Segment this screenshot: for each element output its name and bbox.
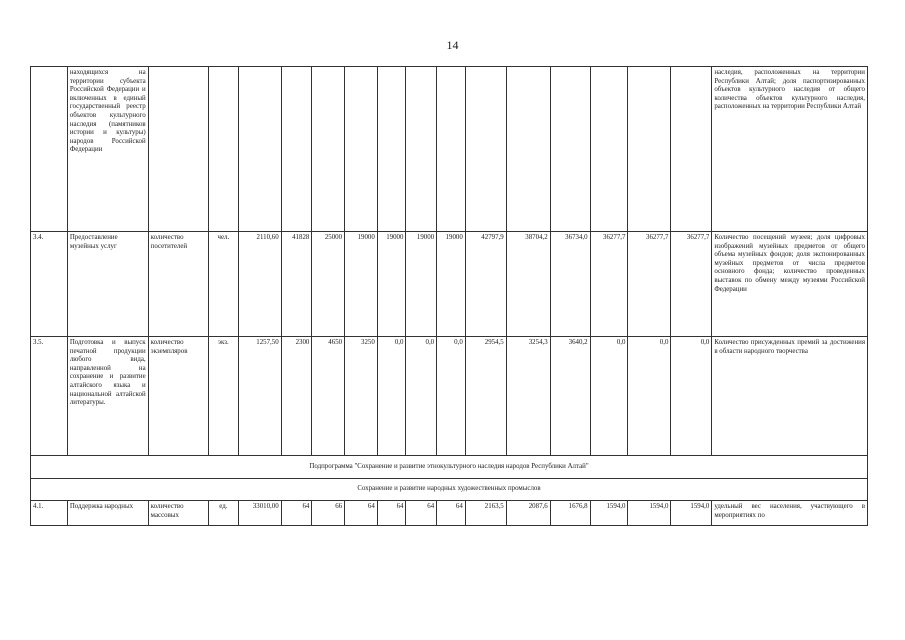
value-cell: 33010,00 (238, 501, 281, 526)
value-cell: 19000 (377, 232, 406, 337)
event-name: Предоставление музейных услуг (67, 232, 148, 337)
subprogram-row (31, 456, 868, 479)
value-cell (506, 67, 550, 232)
table-row (31, 232, 868, 337)
value-cell: 0,0 (671, 337, 712, 456)
value-cell: 36277,7 (671, 232, 712, 337)
value-cell (437, 67, 466, 232)
value-cell: 1257,50 (238, 337, 281, 456)
indicator (148, 67, 208, 232)
event-name: находящихся на территории субъекта Российской Федерации и включенных в единый государственный реестр объектов культурного наследия (памятников истории и культуры) народов Российской Федерации (67, 67, 148, 232)
value-cell (238, 67, 281, 232)
value-cell: 3254,3 (506, 337, 550, 456)
value-cell: 19000 (406, 232, 437, 337)
value-cell: 41828 (281, 232, 312, 337)
value-cell (590, 67, 628, 232)
value-cell: 4650 (312, 337, 345, 456)
value-cell: 0,0 (437, 337, 466, 456)
row-number: 3.5. (31, 337, 68, 456)
value-cell: 42797,9 (465, 232, 506, 337)
value-cell: 0,0 (406, 337, 437, 456)
value-cell (281, 67, 312, 232)
indicator: количество посетителей (148, 232, 208, 337)
value-cell: 1594,0 (628, 501, 671, 526)
value-cell: 19000 (345, 232, 378, 337)
value-cell: 36734,0 (550, 232, 590, 337)
row-number (31, 67, 68, 232)
value-cell: 19000 (437, 232, 466, 337)
unit: ед. (209, 501, 239, 526)
value-cell: 64 (406, 501, 437, 526)
result-indicator: Количество присужденных премий за достижения в области народного творчества (712, 337, 868, 456)
value-cell: 2163,5 (465, 501, 506, 526)
row-number: 3.4. (31, 232, 68, 337)
value-cell: 36277,7 (628, 232, 671, 337)
row-number: 4.1. (31, 501, 68, 526)
value-cell (345, 67, 378, 232)
value-cell (628, 67, 671, 232)
value-cell: 66 (312, 501, 345, 526)
indicator: количество экземпляров (148, 337, 208, 456)
value-cell: 2110,60 (238, 232, 281, 337)
value-cell: 64 (437, 501, 466, 526)
table-row (31, 67, 868, 232)
value-cell (465, 67, 506, 232)
unit: чел. (209, 232, 239, 337)
value-cell (406, 67, 437, 232)
value-cell: 64 (345, 501, 378, 526)
unit (209, 67, 239, 232)
value-cell: 0,0 (590, 337, 628, 456)
value-cell: 64 (281, 501, 312, 526)
value-cell: 2300 (281, 337, 312, 456)
value-cell: 36277,7 (590, 232, 628, 337)
value-cell: 25000 (312, 232, 345, 337)
section-title: Сохранение и развитие народных художественных промыслов (31, 479, 868, 501)
value-cell (312, 67, 345, 232)
value-cell: 64 (377, 501, 406, 526)
subprogram-title: Подпрограмма "Сохранение и развитие этнокультурного наследия народов Республики Алтай" (31, 456, 868, 479)
value-cell: 3250 (345, 337, 378, 456)
value-cell: 2087,6 (506, 501, 550, 526)
value-cell: 0,0 (628, 337, 671, 456)
value-cell: 1594,0 (590, 501, 628, 526)
value-cell: 1676,8 (550, 501, 590, 526)
value-cell: 3640,2 (550, 337, 590, 456)
result-indicator: наследия, расположенных на территории Республики Алтай; доля паспортизированных объектов культурного наследия от общего количества объектов культурного наследия, расположенных на территории Республики Алтай (712, 67, 868, 232)
table-row (31, 501, 868, 526)
value-cell (671, 67, 712, 232)
event-name: Поддержка народных (67, 501, 148, 526)
program-table (30, 66, 868, 526)
value-cell: 2954,5 (465, 337, 506, 456)
event-name: Подготовка и выпуск печатной продукции любого вида, направленной на сохранение и развитие алтайского языка и национальной алтайской литературы. (67, 337, 148, 456)
indicator: количество массовых (148, 501, 208, 526)
value-cell (550, 67, 590, 232)
page-number: 14 (446, 38, 459, 52)
value-cell: 38704,2 (506, 232, 550, 337)
value-cell (377, 67, 406, 232)
result-indicator: удельный вес населения, участвующего в мероприятиях по (712, 501, 868, 526)
result-indicator: Количество посещений музеев; доля цифровых изображений музейных предметов от общего объема музейных фондов; доля экспонированных музейных предметов от числа предметов основного фонда; количество проведенных выставок по обмену между музеями Российской Федерации (712, 232, 868, 337)
value-cell: 0,0 (377, 337, 406, 456)
section-row (31, 479, 868, 501)
value-cell: 1594,0 (671, 501, 712, 526)
unit: экз. (209, 337, 239, 456)
table-row (31, 337, 868, 456)
